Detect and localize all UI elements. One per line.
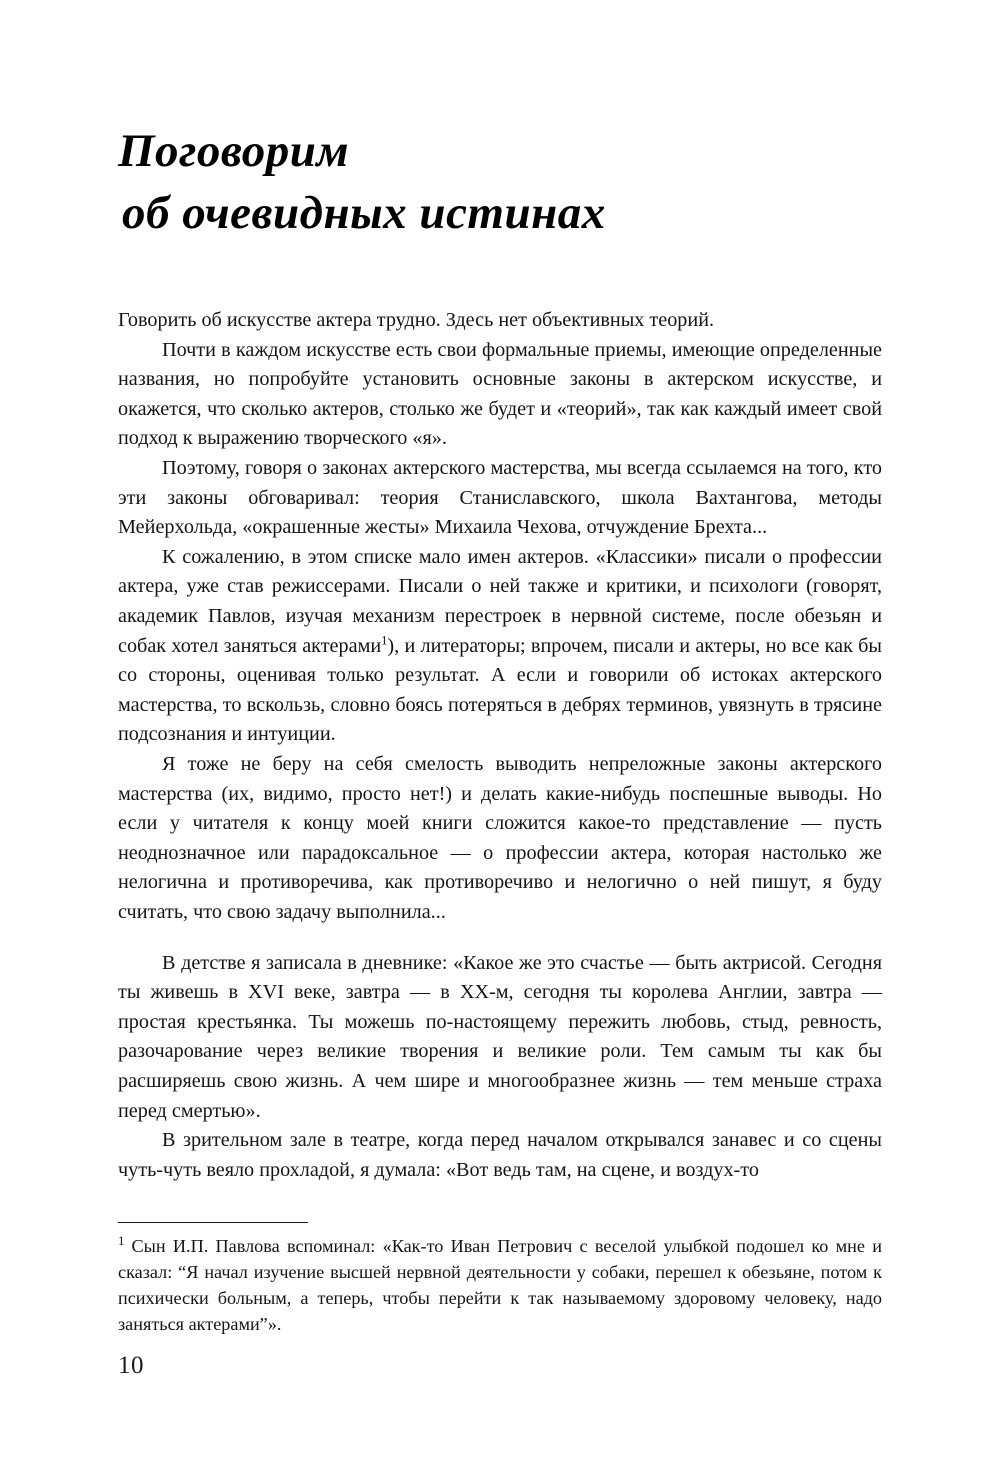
footnote-reference[interactable]: 1 — [381, 632, 388, 647]
footnote-marker: 1 — [118, 1232, 125, 1248]
chapter-title-line-2: об очевидных истинах — [122, 187, 606, 240]
paragraph-5: Я тоже не беру на себя смелость выводить непреложные законы актерского мастерства (их, видимо, просто нет!) и делать какие-нибудь поспешные выводы. Но если у читателя к концу моей книги сложится какое-то представление — пусть неоднозначное или парадоксальное — о профессии актера, которая настолько же нелогична и противоречива, как противоречиво и нелогично о ней пишут, я буду считать, что свою задачу выполнила... — [118, 752, 882, 923]
footnote-text — [118, 1234, 882, 1337]
page-title — [118, 120, 882, 244]
page-number: 10 — [118, 1352, 144, 1379]
paragraph-4-part-1: К сожалению, в этом списке мало имен актеров. «Классики» писали о профессии актера, уже став режиссерами. Писали о ней также и критики, и психологи (говорят, академик Павлов, изучая механизм перестроек в нервной системе, после обезьян и собак хотел заняться актерами — [118, 545, 882, 657]
paragraph-4 — [118, 543, 882, 750]
paragraph-7: В зрительном зале в театре, когда перед началом открывался занавес и со сцены чуть-чуть веяло прохладой, я думала: «Вот ведь там, на сцене, и воздух-то — [118, 1129, 882, 1181]
footnote-area — [118, 1222, 882, 1337]
footnote-body: Сын И.П. Павлова вспоминал: «Как-то Иван Петрович с веселой улыбкой подошел ко мне и сказал: “Я начал изучение высшей нервной деятельности у собаки, перешел к обезьяне, потом к психически больным, а теперь, чтобы перейти к так называемому здоровому человеку, надо заняться актерами”». — [118, 1236, 882, 1334]
body-text — [118, 306, 882, 1185]
paragraph-6: В детстве я записала в дневнике: «Какое же это счастье — быть актрисой. Сегодня ты живешь в XVI веке, завтра — в XX-м, сегодня ты королева Англии, завтра — простая крестьянка. Ты можешь по-настоящему пережить любовь, стыд, ревность, разочарование через великие творения и великие роли. Тем самым ты как бы расширяешь свою жизнь. А чем шире и многообразнее жизнь — тем меньше страха перед смертью». — [118, 951, 882, 1122]
paragraph-4-part-2: ), и литераторы; впрочем, писали и актеры, но все как бы со стороны, оценивая только результат. А если и говорили об истоках актерского мастерства, то вскользь, словно боясь потеряться в дебрях терминов, увязнуть в трясине подсознания и интуиции. — [118, 634, 882, 746]
chapter-title-line-1: Поговорим — [118, 125, 350, 177]
paragraph-1: Говорить об искусстве актера трудно. Здесь нет объективных теорий. — [118, 309, 715, 332]
paragraph-2: Почти в каждом искусстве есть свои формальные приемы, имеющие определенные названия, но попробуйте установить основные законы в актерском искусстве, и окажется, что сколько актеров, столько же будет и «теорий», так как каждый имеет свой подход к выражению творческого «я». — [118, 338, 882, 450]
footnote-separator — [118, 1222, 308, 1223]
paragraph-3: Поэтому, говоря о законах актерского мастерства, мы всегда ссылаемся на того, кто эти законы обговаривал: теория Станиславского, школа Вахтангова, методы Мейерхольда, «окрашенные жесты» Михаила Чехова, отчуждение Брехта... — [118, 457, 882, 539]
